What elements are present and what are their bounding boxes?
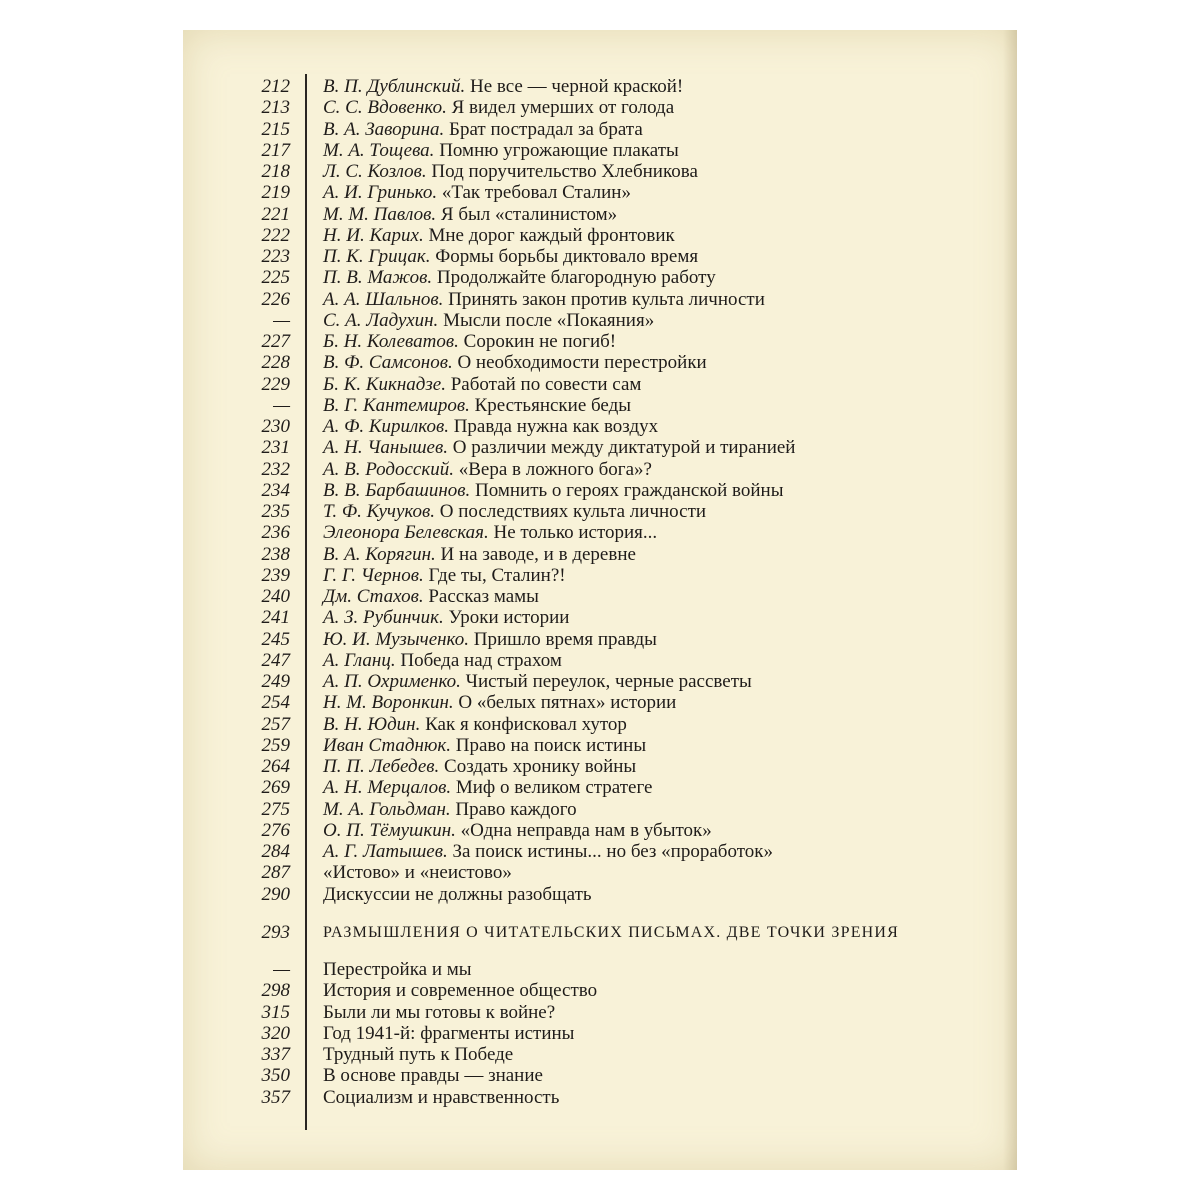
- page-number: 337: [261, 1044, 290, 1065]
- entry-title: Правда нужна как воздух: [453, 416, 659, 437]
- page-number: 247: [261, 649, 290, 671]
- entry-title: Чистый переулок, черные рассветы: [465, 671, 752, 692]
- entry-text: [323, 884, 592, 906]
- entry-text: [323, 777, 652, 799]
- toc-entry: [0, 629, 1200, 651]
- entry-title: Работай по совести сам: [450, 373, 642, 395]
- entry-title: Перестройка и мы: [323, 959, 472, 980]
- entry-title: Были ли мы готовы к войне?: [323, 1001, 556, 1023]
- entry-text: [323, 97, 674, 119]
- entry-text: [323, 841, 773, 863]
- entry-text: [323, 501, 706, 523]
- page-number: 235: [261, 501, 290, 522]
- toc-entry: [0, 607, 1200, 629]
- page-number: 284: [261, 841, 290, 862]
- toc-entry: [0, 204, 1200, 226]
- toc-entry: [0, 820, 1200, 842]
- page-number: 232: [261, 458, 290, 480]
- page-number: 225: [261, 267, 290, 289]
- entry-author: П. В. Мажов.: [323, 267, 433, 289]
- entry-author: Б. К. Кикнадзе.: [323, 373, 446, 395]
- entry-author: В. В. Барбашинов.: [323, 479, 471, 501]
- toc-entry: [0, 374, 1200, 396]
- page-number: 276: [261, 819, 290, 841]
- page-number: 222: [261, 224, 290, 246]
- toc-entry: [0, 161, 1200, 183]
- entry-author: А. И. Гринько.: [323, 182, 438, 204]
- entry-title: О различии между диктатурой и тиранией: [452, 437, 796, 459]
- entry-title: Право на поиск истины: [455, 734, 647, 756]
- entry-text: [323, 1044, 513, 1066]
- page-number: —: [273, 959, 290, 980]
- section-heading: [0, 922, 1200, 944]
- entry-title: Трудный путь к Победе: [323, 1044, 514, 1065]
- page-number: 249: [261, 671, 290, 692]
- page-number: 215: [261, 118, 290, 140]
- entry-text: [323, 437, 795, 459]
- entry-title: Миф о великом стратеге: [455, 777, 653, 799]
- entry-text: [323, 629, 657, 651]
- entry-author: М. А. Тощева.: [323, 139, 435, 161]
- entry-author: А. В. Родосский.: [323, 458, 454, 480]
- page-number: 259: [261, 734, 290, 756]
- entry-title: Мысли после «Покаяния»: [443, 309, 655, 331]
- page-number: 236: [261, 522, 290, 544]
- entry-text: [323, 799, 577, 821]
- toc-entry: [0, 289, 1200, 311]
- page-number: 223: [261, 246, 290, 267]
- entry-author: В. Г. Кантемиров.: [323, 394, 470, 416]
- entry-author: В. Ф. Самсонов.: [323, 352, 453, 374]
- entry-title: За поиск истины... но без «проработок»: [452, 841, 773, 862]
- entry-text: [323, 650, 562, 672]
- entry-author: П. П. Лебедев.: [323, 756, 440, 777]
- toc-entry: [0, 714, 1200, 736]
- entry-title: Год 1941-й: фрагменты истины: [323, 1022, 575, 1044]
- entry-title: Помнить о героях гражданской войны: [475, 479, 784, 501]
- toc-entry: [0, 777, 1200, 799]
- entry-text: [323, 862, 512, 884]
- entry-title: Помню угрожающие плакаты: [439, 139, 679, 161]
- toc-entry: [0, 437, 1200, 459]
- entry-author: Н. М. Воронкин.: [323, 692, 454, 714]
- entry-title: Сорокин не погиб!: [463, 331, 617, 352]
- page-number: —: [273, 394, 290, 416]
- page-number: 350: [261, 1065, 290, 1087]
- page-number: 238: [261, 543, 290, 565]
- page-number: 217: [261, 139, 290, 161]
- entry-text: [323, 607, 569, 629]
- entry-author: А. А. Шальнов.: [323, 288, 444, 310]
- entry-title: В основе правды — знание: [323, 1065, 543, 1087]
- entry-title: Я был «сталинистом»: [440, 203, 618, 225]
- entry-text: [323, 671, 752, 693]
- toc-entry: [0, 1087, 1200, 1109]
- entry-title: Не только история...: [493, 522, 658, 544]
- entry-title: О «белых пятнах» истории: [458, 692, 677, 714]
- toc-entry: [0, 331, 1200, 353]
- page-number: 226: [261, 288, 290, 310]
- entry-author: Т. Ф. Кучуков.: [323, 501, 436, 522]
- entry-author: А. П. Охрименко.: [323, 671, 461, 692]
- toc-entry: [0, 501, 1200, 523]
- page-number: 230: [261, 416, 290, 437]
- entry-text: [323, 352, 707, 374]
- page-number: 221: [261, 203, 290, 225]
- page-number: 315: [261, 1001, 290, 1023]
- entry-title: Продолжайте благородную работу: [436, 267, 716, 289]
- entry-text: [323, 522, 657, 544]
- page-number: 234: [261, 479, 290, 501]
- entry-text: [323, 1002, 555, 1024]
- entry-author: А. Г. Латышев.: [323, 841, 448, 862]
- entry-text: [323, 140, 679, 162]
- entry-text: [323, 204, 617, 226]
- toc-entry: [0, 692, 1200, 714]
- entry-text: [323, 161, 698, 183]
- entry-author: В. П. Дублинский.: [323, 76, 466, 97]
- entry-title: Брат пострадал за брата: [449, 118, 643, 140]
- toc-entry: [0, 586, 1200, 608]
- toc-entry: [0, 522, 1200, 544]
- entry-title: Дискуссии не должны разобщать: [323, 883, 592, 905]
- page-number: 212: [261, 76, 290, 97]
- page-number: 269: [261, 777, 290, 799]
- entry-author: А. Гланц.: [323, 649, 396, 671]
- entry-title: И на заводе, и в деревне: [440, 543, 636, 565]
- entry-title: «Вера в ложного бога»?: [458, 458, 652, 480]
- entry-author: Н. И. Карих.: [323, 224, 424, 246]
- toc-entry: [0, 671, 1200, 693]
- toc-entry: [0, 884, 1200, 906]
- page-number: 320: [261, 1022, 290, 1044]
- entry-text: [323, 480, 783, 502]
- page-number: 298: [261, 980, 290, 1002]
- toc-entry: [0, 416, 1200, 438]
- entry-author: В. Н. Юдин.: [323, 713, 421, 735]
- page-number: 241: [261, 607, 290, 629]
- entry-text: [323, 182, 631, 204]
- page-number: 257: [261, 713, 290, 735]
- toc-entry: [0, 182, 1200, 204]
- entry-text: [323, 980, 597, 1002]
- toc-entry: [0, 735, 1200, 757]
- page-number: 240: [261, 586, 290, 607]
- toc-entry: [0, 544, 1200, 566]
- entry-text: [323, 459, 652, 481]
- entry-text: [323, 395, 631, 417]
- page-number: 227: [261, 331, 290, 352]
- toc-entry: [0, 225, 1200, 247]
- entry-title: Принять закон против культа личности: [448, 288, 765, 310]
- page-number: 357: [261, 1086, 290, 1108]
- entry-author: Ю. И. Музыченко.: [323, 628, 469, 650]
- entry-author: С. С. Вдовенко.: [323, 97, 447, 119]
- entry-title: «Одна неправда нам в убыток»: [460, 819, 712, 841]
- page-number: 213: [261, 97, 290, 119]
- entry-author: С. А. Ладухин.: [323, 309, 439, 331]
- entry-author: А. З. Рубинчик.: [323, 607, 444, 629]
- entry-text: [323, 267, 716, 289]
- toc-entry: [0, 267, 1200, 289]
- entry-title: Пришло время правды: [473, 628, 657, 650]
- toc-entry: [0, 352, 1200, 374]
- toc-entry: [0, 756, 1200, 778]
- toc-entry: [0, 1044, 1200, 1066]
- entry-text: [323, 246, 698, 268]
- page-number: 219: [261, 182, 290, 204]
- entry-text: [323, 586, 539, 608]
- entry-text: [323, 1087, 559, 1109]
- toc-entry: [0, 459, 1200, 481]
- entry-text: [323, 922, 899, 944]
- entry-title: Где ты, Сталин?!: [428, 564, 566, 586]
- entry-text: [323, 119, 643, 141]
- toc-entry: [0, 310, 1200, 332]
- toc-entry: [0, 395, 1200, 417]
- entry-author: М. М. Павлов.: [323, 203, 437, 225]
- entry-title: Право каждого: [455, 798, 577, 820]
- page-number: 218: [261, 161, 290, 182]
- toc-entry: [0, 980, 1200, 1002]
- entry-text: [323, 1065, 543, 1087]
- page-number: 287: [261, 862, 290, 884]
- entry-author: О. П. Тёмушкин.: [323, 819, 456, 841]
- entry-title: Формы борьбы диктовало время: [435, 246, 699, 267]
- page-number: 290: [261, 883, 290, 905]
- page-number: —: [273, 309, 290, 331]
- entry-title: Социализм и нравственность: [323, 1086, 560, 1108]
- entry-text: [323, 310, 654, 332]
- entry-author: Иван Стаднюк.: [323, 734, 451, 756]
- page-number: 275: [261, 798, 290, 820]
- toc-entry: [0, 140, 1200, 162]
- entry-author: Дм. Стахов.: [323, 586, 424, 607]
- entry-author: А. Ф. Кирилков.: [323, 416, 449, 437]
- entry-text: [323, 544, 636, 566]
- entry-title: История и современное общество: [323, 980, 598, 1002]
- entry-text: [323, 756, 636, 778]
- entry-author: Г. Г. Чернов.: [323, 564, 424, 586]
- entry-title: Как я конфисковал хутор: [425, 713, 627, 735]
- toc-entry: [0, 1023, 1200, 1045]
- entry-title: Рассказ мамы: [428, 586, 539, 607]
- entry-text: [323, 76, 683, 98]
- entry-title: Под поручительство Хлебникова: [431, 161, 698, 182]
- entry-title: Не все — черной краской!: [469, 76, 684, 97]
- page-number: 293: [261, 922, 290, 943]
- toc-entry: [0, 650, 1200, 672]
- entry-text: [323, 959, 472, 981]
- entry-title: Крестьянские беды: [474, 394, 632, 416]
- entry-text: [323, 331, 616, 353]
- toc-entry: [0, 959, 1200, 981]
- entry-author: А. Н. Чанышев.: [323, 437, 448, 459]
- toc-entry: [0, 76, 1200, 98]
- entry-author: Л. С. Козлов.: [323, 161, 427, 182]
- page-number: 254: [261, 692, 290, 714]
- entry-text: [323, 416, 658, 438]
- toc-entry: [0, 480, 1200, 502]
- entry-author: Элеонора Белевская.: [323, 522, 489, 544]
- toc-entry: [0, 799, 1200, 821]
- toc-entry: [0, 862, 1200, 884]
- entry-title: РАЗМЫШЛЕНИЯ О ЧИТАТЕЛЬСКИХ ПИСЬМАХ. ДВЕ ТОЧКИ ЗРЕНИЯ: [323, 924, 900, 941]
- page-number: 229: [261, 373, 290, 395]
- entry-author: М. А. Гольдман.: [323, 798, 451, 820]
- page-number: 231: [261, 437, 290, 459]
- toc-entry: [0, 97, 1200, 119]
- page-number: 245: [261, 628, 290, 650]
- toc-entry: [0, 1065, 1200, 1087]
- page-number: 239: [261, 564, 290, 586]
- toc-entry: [0, 246, 1200, 268]
- entry-title: Я видел умерших от голода: [451, 97, 675, 119]
- entry-title: О необходимости перестройки: [457, 352, 707, 374]
- entry-author: А. Н. Мерцалов.: [323, 777, 452, 799]
- entry-author: Б. Н. Колеватов.: [323, 331, 459, 352]
- entry-text: [323, 820, 712, 842]
- entry-title: «Истово» и «неистово»: [323, 862, 512, 884]
- page-number: 264: [261, 756, 290, 777]
- entry-text: [323, 374, 641, 396]
- toc-entry: [0, 1002, 1200, 1024]
- toc-entry: [0, 841, 1200, 863]
- toc-entry: [0, 565, 1200, 587]
- entry-author: В. А. Корягин.: [323, 543, 436, 565]
- page-number: 228: [261, 352, 290, 374]
- entry-text: [323, 735, 646, 757]
- entry-text: [323, 692, 676, 714]
- entry-title: О последствиях культа личности: [439, 501, 707, 522]
- entry-title: Мне дорог каждый фронтовик: [428, 224, 675, 246]
- toc-entry: [0, 119, 1200, 141]
- entry-text: [323, 225, 675, 247]
- entry-text: [323, 714, 627, 736]
- entry-title: Победа над страхом: [400, 649, 562, 671]
- entry-text: [323, 289, 765, 311]
- entry-title: Создать хронику войны: [444, 756, 637, 777]
- entry-text: [323, 565, 566, 587]
- entry-author: П. К. Грицак.: [323, 246, 431, 267]
- entry-title: «Так требовал Сталин»: [441, 182, 631, 204]
- entry-author: В. А. Заворина.: [323, 118, 445, 140]
- entry-title: Уроки истории: [448, 607, 570, 629]
- entry-text: [323, 1023, 574, 1045]
